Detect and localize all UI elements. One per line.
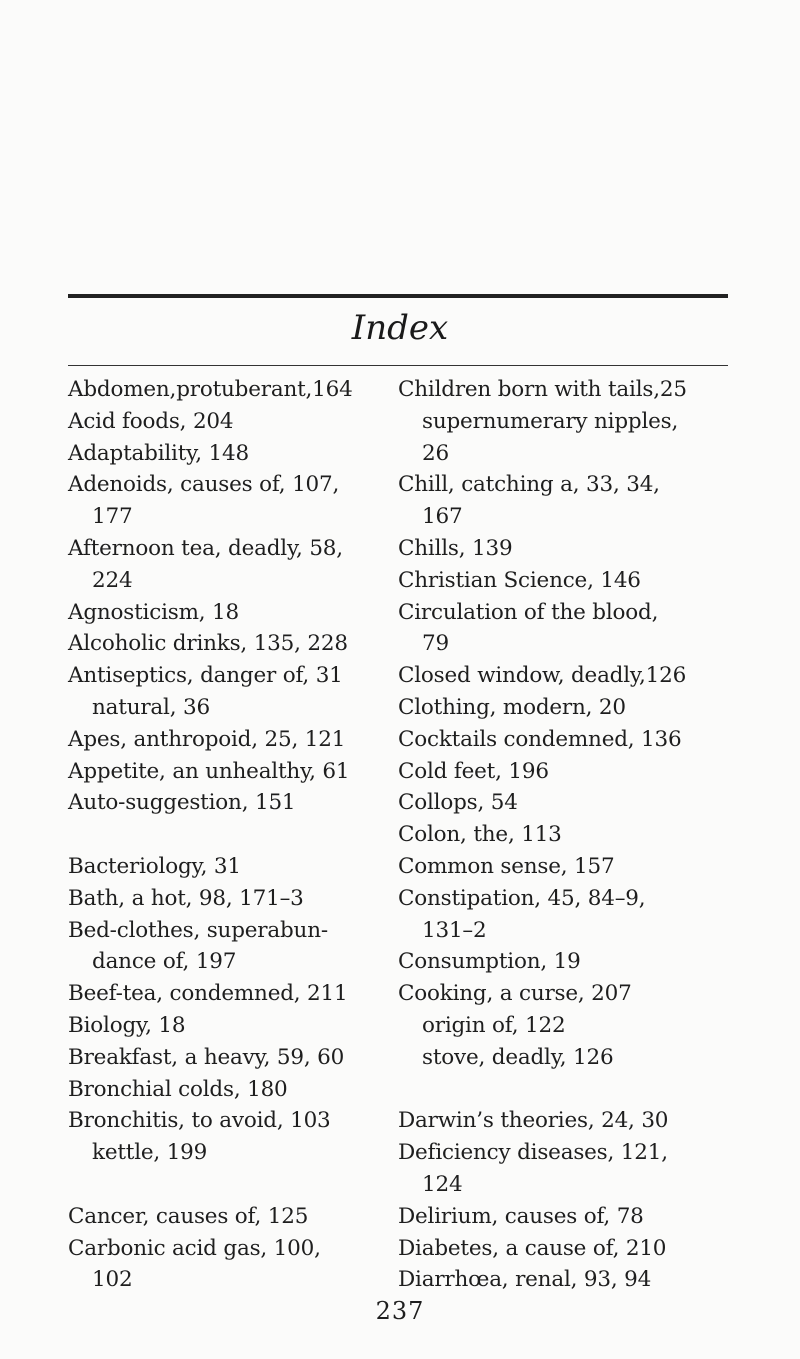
index-entry: Bronchitis, to avoid, 103 <box>68 1108 331 1134</box>
index-entry: Abdomen,protuberant,164 <box>68 377 353 402</box>
index-entry: Cooking, a curse, 207 <box>398 981 632 1007</box>
index-entry: Acid foods, 204 <box>68 408 234 434</box>
index-subentry: stove, deadly, 126 <box>422 1044 614 1070</box>
index-entry: Common sense, 157 <box>398 853 615 879</box>
index-entry: Colon, the, 113 <box>398 822 562 848</box>
page-title: Index <box>351 308 449 348</box>
index-entry: Bronchial colds, 180 <box>68 1076 288 1102</box>
index-subentry: kettle, 199 <box>92 1140 208 1166</box>
index-entry-continuation: 167 <box>422 504 463 530</box>
index-entry: Auto-suggestion, 151 <box>68 790 296 816</box>
index-entry: Deficiency diseases, 121, <box>398 1140 668 1166</box>
index-entry: Constipation, 45, 84–9, <box>398 885 646 911</box>
index-entry: Cancer, causes of, 125 <box>68 1203 309 1229</box>
header-rule-thin <box>68 365 728 366</box>
index-entry: Circulation of the blood, <box>398 599 659 625</box>
index-entry: Carbonic acid gas, 100, <box>68 1235 321 1261</box>
index-subentry: natural, 36 <box>92 694 210 720</box>
index-entry: Adaptability, 148 <box>68 440 249 466</box>
index-entry-continuation: dance of, 197 <box>92 949 237 975</box>
section-gap <box>398 1074 732 1106</box>
index-entry: Consumption, 19 <box>398 949 581 975</box>
index-entry-continuation: 131–2 <box>422 917 487 943</box>
index-entry: Afternoon tea, deadly, 58, <box>68 535 343 561</box>
index-entry-continuation: 124 <box>422 1171 463 1197</box>
index-subentry: origin of, 122 <box>422 1012 566 1038</box>
section-gap <box>68 1169 398 1201</box>
index-entry: Beef-tea, condemned, 211 <box>68 981 348 1007</box>
index-column-right <box>398 374 732 1296</box>
index-entry-continuation: 26 <box>422 440 449 466</box>
index-entry: Bath, a hot, 98, 171–3 <box>68 885 304 911</box>
index-subentry: supernumerary nipples, <box>422 408 679 434</box>
index-entry: Christian Science, 146 <box>398 567 641 593</box>
index-entry: Apes, anthropoid, 25, 121 <box>68 726 346 752</box>
index-entry: Breakfast, a heavy, 59, 60 <box>68 1044 345 1070</box>
index-entry: Diabetes, a cause of, 210 <box>398 1235 667 1261</box>
index-entry: Biology, 18 <box>68 1012 186 1038</box>
index-entry-continuation: 224 <box>92 567 133 593</box>
index-entry: Diarrhœa, renal, 93, 94 <box>398 1267 652 1293</box>
index-column-left <box>68 374 398 1296</box>
index-entry: Alcoholic drinks, 135, 228 <box>68 631 348 657</box>
index-entry: Antiseptics, danger of, 31 <box>68 663 343 689</box>
index-entry: Agnosticism, 18 <box>68 599 239 625</box>
index-entry: Appetite, an unhealthy, 61 <box>68 758 350 784</box>
index-entry: Bed-clothes, superabun- <box>68 917 328 943</box>
index-entry: Closed window, deadly,126 <box>398 663 687 689</box>
index-entry: Delirium, causes of, 78 <box>398 1203 644 1229</box>
index-entry: Darwin’s theories, 24, 30 <box>398 1108 669 1134</box>
index-entry: Cocktails condemned, 136 <box>398 726 682 752</box>
index-entry: Bacteriology, 31 <box>68 853 241 879</box>
index-entry: Cold feet, 196 <box>398 758 549 784</box>
index-entry-continuation: 79 <box>422 631 449 657</box>
page-number: 237 <box>375 1297 425 1325</box>
index-entry-continuation: 177 <box>92 504 133 530</box>
index-entry: Chills, 139 <box>398 535 513 561</box>
index-entry-continuation: 102 <box>92 1267 133 1293</box>
index-entry: Collops, 54 <box>398 790 518 816</box>
header-rule-thick <box>68 294 728 298</box>
index-entry: Clothing, modern, 20 <box>398 694 626 720</box>
index-entry: Children born with tails,25 <box>398 377 687 402</box>
section-gap <box>68 819 398 851</box>
index-entry: Adenoids, causes of, 107, <box>68 472 340 498</box>
index-entry: Chill, catching a, 33, 34, <box>398 472 660 498</box>
